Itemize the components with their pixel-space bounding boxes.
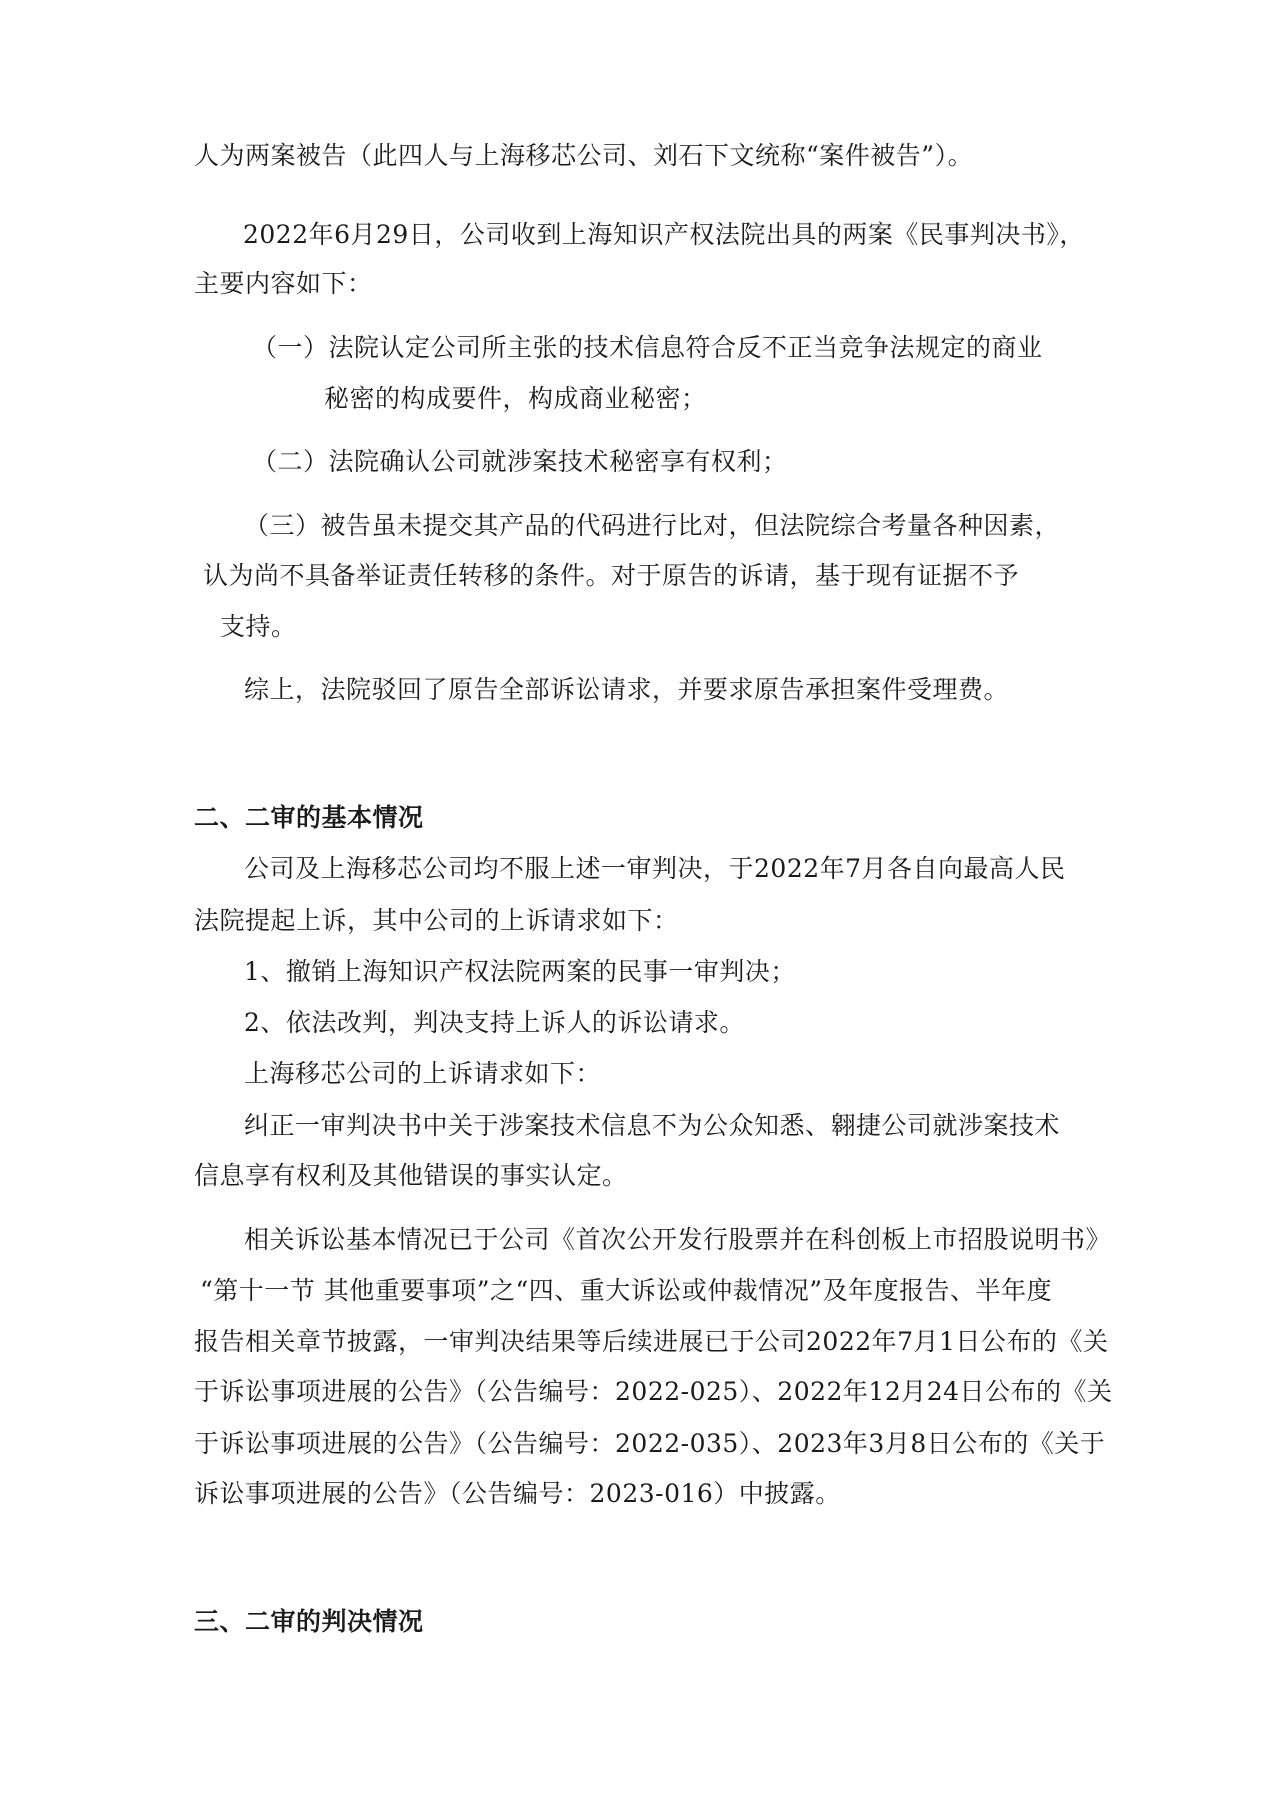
list-item-line: 支持。 <box>220 612 297 641</box>
paragraph-line: 纠正一审判决书中关于涉案技术信息不为公众知悉、翱捷公司就涉案技术 <box>244 1111 1061 1140</box>
list-item-line: 1、撤销上海知识产权法院两案的民事一审判决； <box>244 957 796 986</box>
paragraph-line: 人为两案被告（此四人与上海移芯公司、刘石下文统称“案件被告”）。 <box>194 141 974 170</box>
paragraph-line: “第十一节 其他重要事项”之“四、重大诉讼或仲裁情况”及年度报告、半年度 <box>200 1276 1053 1305</box>
list-item-line: 2、依法改判，判决支持上诉人的诉讼请求。 <box>244 1008 745 1037</box>
paragraph-line: 于诉讼事项进展的公告》（公告编号：2022-035）、2023年3月8日公布的《关于 <box>194 1429 1106 1458</box>
paragraph-line: 于诉讼事项进展的公告》（公告编号：2022-025）、2022年12月24日公布的《关 <box>194 1377 1113 1406</box>
paragraph-line: 2022年6月29日，公司收到上海知识产权法院出具的两案《民事判决书》， <box>243 220 1085 249</box>
list-item-line: 认为尚不具备举证责任转移的条件。对于原告的诉请，基于现有证据不予 <box>203 561 1020 590</box>
paragraph-line: 主要内容如下： <box>194 269 373 298</box>
paragraph-line: 诉讼事项进展的公告》（公告编号：2023-016）中披露。 <box>194 1479 841 1508</box>
section-heading: 二、二审的基本情况 <box>194 803 424 832</box>
list-item-line: 秘密的构成要件，构成商业秘密； <box>324 384 707 413</box>
list-item-line: （三）被告虽未提交其产品的代码进行比对，但法院综合考量各种因素， <box>244 511 1061 540</box>
paragraph-line: 上海移芯公司的上诉请求如下： <box>244 1059 602 1088</box>
paragraph-line: 公司及上海移芯公司均不服上述一审判决，于2022年7月各自向最高人民 <box>244 854 1066 883</box>
list-item-line: （一）法院认定公司所主张的技术信息符合反不正当竞争法规定的商业 <box>252 333 1043 362</box>
paragraph-line: 相关诉讼基本情况已于公司《首次公开发行股票并在科创板上市招股说明书》 <box>244 1225 1112 1254</box>
paragraph-line: 信息享有权利及其他错误的事实认定。 <box>194 1161 628 1190</box>
list-item-line: （二）法院确认公司就涉案技术秘密享有权利； <box>252 447 788 476</box>
paragraph-line: 报告相关章节披露，一审判决结果等后续进展已于公司2022年7月1日公布的《关 <box>194 1327 1109 1356</box>
section-heading: 三、二审的判决情况 <box>194 1607 424 1636</box>
paragraph-line: 综上，法院驳回了原告全部诉讼请求，并要求原告承担案件受理费。 <box>244 675 1010 704</box>
paragraph-line: 法院提起上诉，其中公司的上诉请求如下： <box>194 906 679 935</box>
